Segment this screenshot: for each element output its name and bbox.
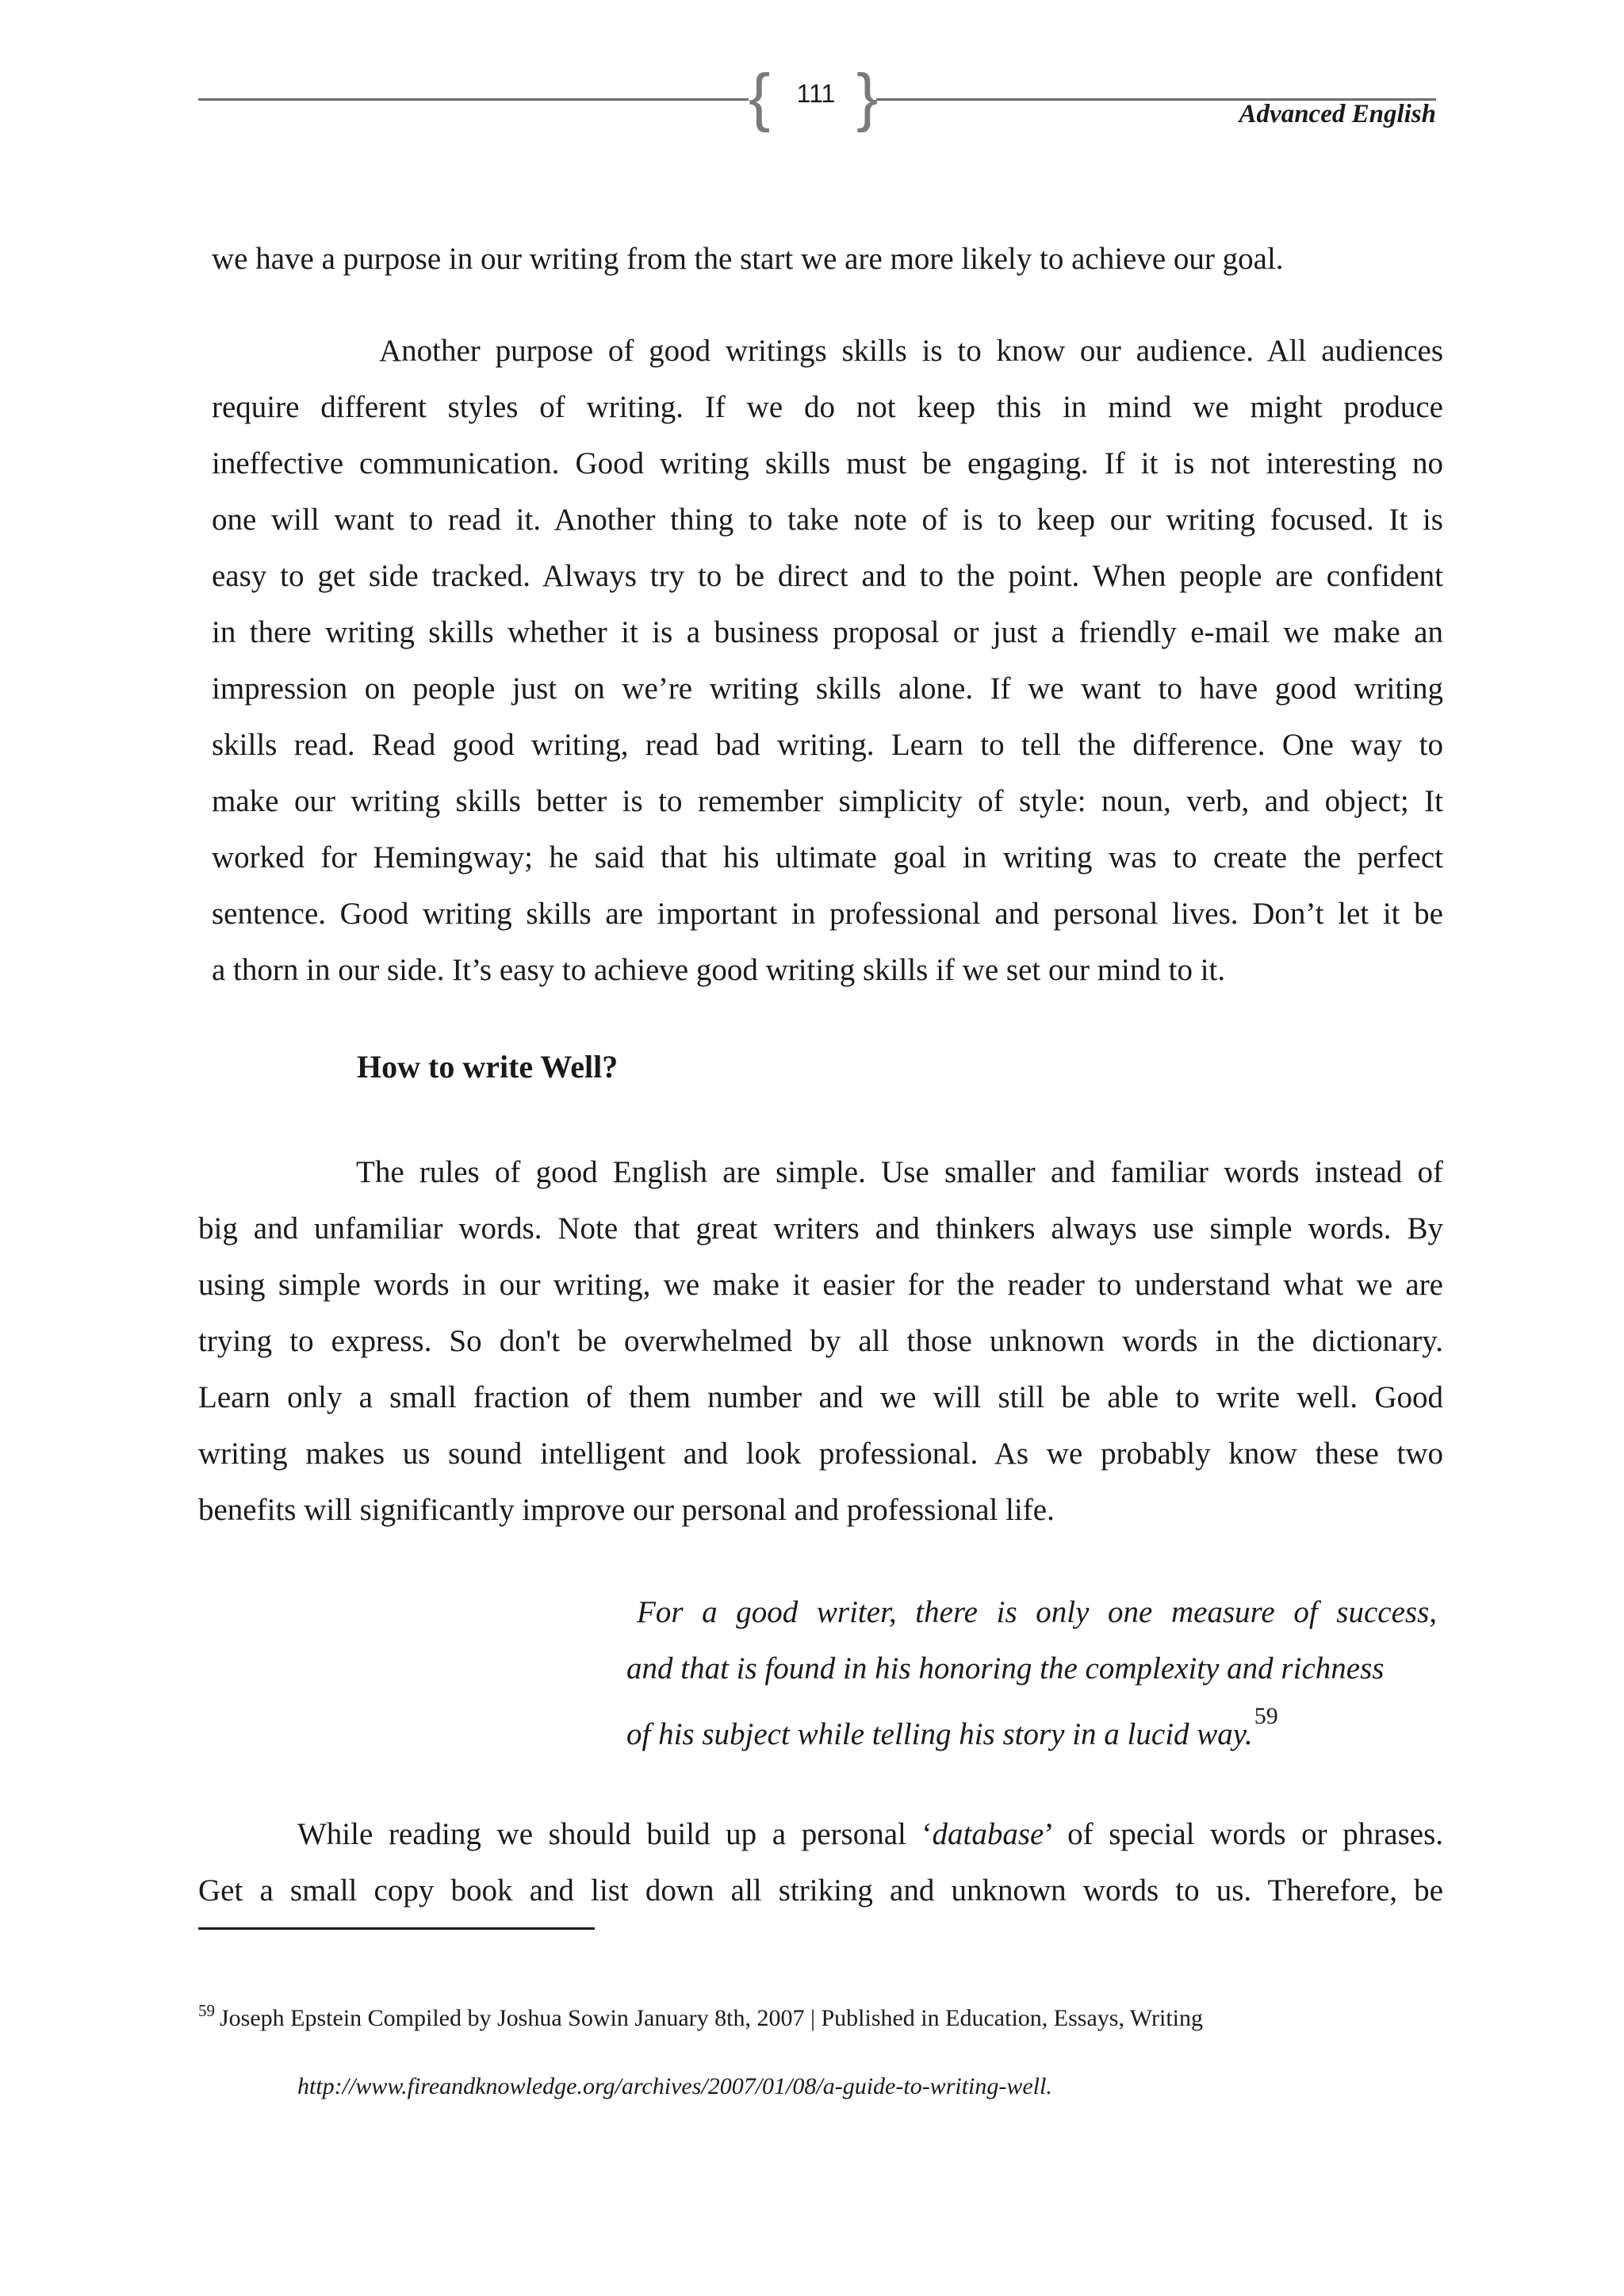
paragraph-3-line: big and unfamiliar words. Note that great writers and thinkers always use simple words. By [198,1211,1443,1246]
paragraph-2-line: require different styles of writing. If we do not keep this in mind we might produce [212,390,1443,424]
header-rule-left [198,98,749,101]
block-quote-line: and that is found in his honoring the complexity and richness [626,1651,1385,1686]
paragraph-2-line: impression on people just on we’re writing skills alone. If we want to have good writing [212,672,1443,706]
paragraph-2-line: skills read. Read good writing, read bad writing. Learn to tell the difference. One way to [212,728,1443,762]
footnote-separator [198,1927,595,1930]
paragraph-3-line: benefits will significantly improve our personal and professional life. [198,1493,1055,1527]
paragraph-3-line: writing makes us sound intelligent and look professional. As we probably know these two [198,1437,1443,1471]
paragraph-2-line: a thorn in our side. It’s easy to achieve good writing skills if we set our mind to it. [212,953,1226,987]
paragraph-4-text: While reading we should build up a personal ‘ [297,1817,933,1851]
paragraph-2-line: make our writing skills better is to remember simplicity of style: noun, verb, and object; It [212,784,1443,818]
paragraph-4-line: Get a small copy book and list down all striking and unknown words to us. Therefore, be [198,1873,1443,1908]
section-heading: How to write Well? [357,1049,619,1085]
paragraph-2-line: ineffective communication. Good writing skills must be engaging. If it is not interesting no [212,446,1443,480]
paragraph-2-line: in there writing skills whether it is a business proposal or just a friendly e-mail we make an [212,615,1443,649]
page-number: 111 [796,79,836,108]
block-quote-line-last [626,1703,1278,1756]
paragraph-3-line: Learn only a small fraction of them number and we will still be able to write well. Good [198,1380,1443,1414]
paragraph-4-text: ’ of special words or phrases. [1044,1817,1444,1851]
paragraph-2-line: Another purpose of good writings skills is to know our audience. All audiences [379,334,1443,368]
paragraph-3-line: using simple words in our writing, we make it easier for the reader to understand what we are [198,1268,1443,1302]
footnote-marker: 59 [198,2001,215,2020]
paragraph-4-line [297,1816,1443,1854]
block-quote-text: of his subject while telling his story in a lucid way. [626,1717,1253,1751]
page-number-bracket-right: } [856,61,879,133]
paragraph-2-line: easy to get side tracked. Always try to be direct and to the point. When people are confident [212,559,1443,593]
paragraph-1-line: we have a purpose in our writing from the start we are more likely to achieve our goal. [212,242,1284,276]
page-number-bracket-left: { [749,61,771,133]
paragraph-2-line: one will want to read it. Another thing to take note of is to keep our writing focused. It is [212,503,1443,537]
running-title: Advanced English [1239,100,1436,128]
block-quote-line: For a good writer, there is only one measure of success, [637,1595,1437,1629]
paragraph-3-line: trying to express. So don't be overwhelmed by all those unknown words in the dictionary. [198,1324,1443,1358]
footnote-url-link[interactable]: http://www.fireandknowledge.org/archives/2007/01/08/a-guide-to-writing-well. [297,2073,1052,2099]
footnote-reference[interactable]: 59 [1254,1703,1278,1729]
footnote [198,2003,1203,2036]
paragraph-3-line: The rules of good English are simple. Use smaller and familiar words instead of [356,1155,1443,1189]
paragraph-2-line: sentence. Good writing skills are important in professional and personal lives. Don’t let it be [212,897,1443,931]
footnote-citation: Joseph Epstein Compiled by Joshua Sowin January 8th, 2007 | Published in Education, Essays, Writing [220,2005,1204,2031]
emphasized-term: database [932,1817,1044,1851]
paragraph-2-line: worked for Hemingway; he said that his ultimate goal in writing was to create the perfect [212,840,1443,874]
